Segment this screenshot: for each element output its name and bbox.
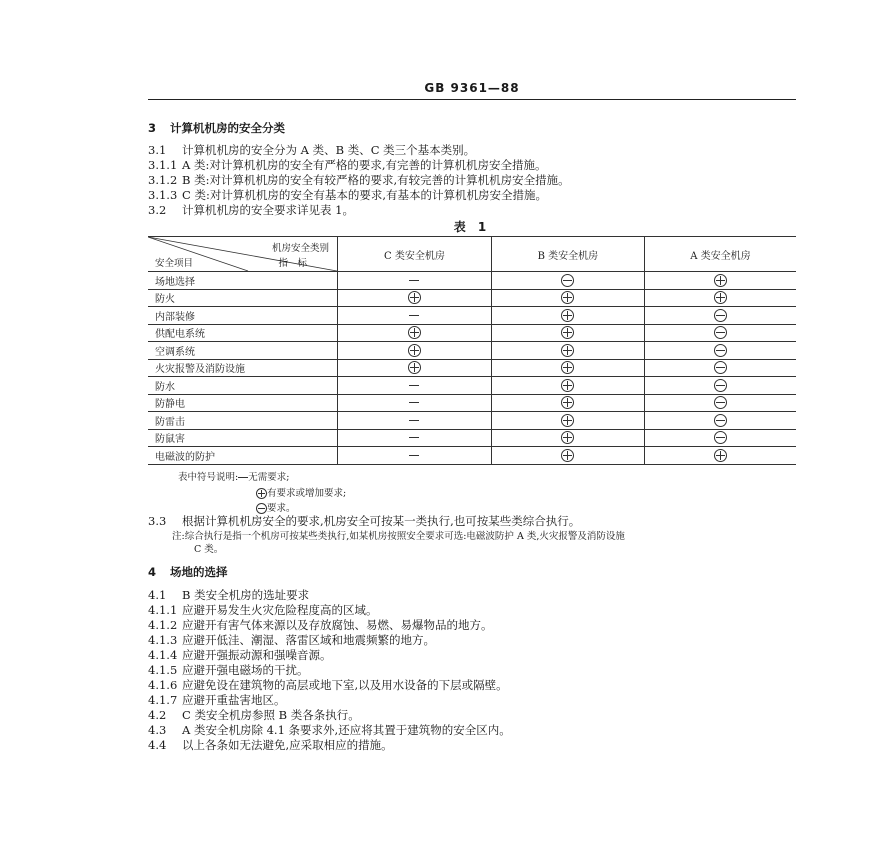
clause-4-1-7 <box>148 693 286 707</box>
circled-plus-icon <box>714 291 727 304</box>
dash-icon <box>409 402 419 403</box>
clause-text: 应避开重盐害地区。 <box>182 693 286 707</box>
requirement-cell <box>644 377 796 395</box>
clause-text: 以上各条如无法避免,应采取相应的措施。 <box>182 738 393 752</box>
requirement-cell <box>338 447 492 465</box>
row-item-label: 防静电 <box>148 394 338 412</box>
clause-4-3 <box>148 723 511 737</box>
clause-number: 4.1.3 <box>148 633 178 647</box>
clause-4-4 <box>148 738 393 752</box>
clause-number: 3.3 <box>148 514 167 528</box>
clause-text: 计算机机房的安全要求详见表 1。 <box>182 203 354 217</box>
clause-text: B 类安全机房的选址要求 <box>182 588 310 602</box>
circled-minus-icon <box>714 414 727 427</box>
clause-4-2 <box>148 708 360 722</box>
clause-3-1-2 <box>148 173 570 187</box>
requirement-cell <box>338 324 492 342</box>
clause-number: 3.1.3 <box>148 188 178 202</box>
table-title: 表 1 <box>453 220 491 234</box>
circled-plus-icon <box>408 344 421 357</box>
table-row <box>148 289 796 307</box>
table-body <box>148 272 796 465</box>
section-title: 场地的选择 <box>170 565 228 579</box>
circled-plus-icon <box>561 344 574 357</box>
note-line-2: C 类。 <box>194 544 224 555</box>
requirement-cell <box>491 447 644 465</box>
table-row <box>148 377 796 395</box>
requirement-cell <box>491 272 644 290</box>
requirement-cell <box>491 377 644 395</box>
requirement-cell <box>644 394 796 412</box>
clause-number: 3.1 <box>148 143 167 157</box>
circled-plus-icon <box>561 396 574 409</box>
row-item-label: 场地选择 <box>148 272 338 290</box>
clause-number: 4.1 <box>148 588 167 602</box>
legend-intro: 表中符号说明: <box>178 472 239 483</box>
clause-3-3 <box>148 514 580 528</box>
circled-minus-icon <box>714 326 727 339</box>
circled-plus-icon <box>256 488 267 499</box>
circled-minus-icon <box>714 396 727 409</box>
circled-minus-icon <box>714 309 727 322</box>
clause-text: C 类安全机房参照 B 类各条执行。 <box>182 708 360 722</box>
column-header-b: B 类安全机房 <box>491 237 644 272</box>
clause-number: 4.1.4 <box>148 648 178 662</box>
standard-number: GB 9361—88 <box>424 81 520 95</box>
requirement-cell <box>491 342 644 360</box>
clause-number: 4.2 <box>148 708 167 722</box>
clause-number: 4.1.1 <box>148 603 178 617</box>
column-header-a: A 类安全机房 <box>644 237 796 272</box>
requirement-cell <box>338 289 492 307</box>
requirement-cell <box>338 359 492 377</box>
clause-text: 根据计算机机房安全的要求,机房安全可按某一类执行,也可按某些类综合执行。 <box>182 514 581 528</box>
clause-3-1-1 <box>148 158 547 172</box>
circled-minus-icon <box>256 503 267 514</box>
row-item-label: 内部装修 <box>148 307 338 325</box>
requirement-cell <box>338 412 492 430</box>
circled-plus-icon <box>561 449 574 462</box>
table-row <box>148 412 796 430</box>
requirement-cell <box>644 289 796 307</box>
row-item-label: 防鼠害 <box>148 429 338 447</box>
circled-minus-icon <box>714 361 727 374</box>
legend-minus-text: 要求。 <box>267 503 296 514</box>
clause-text: 应避免设在建筑物的高层或地下室,以及用水设备的下层或隔壁。 <box>182 678 508 692</box>
column-header-c: C 类安全机房 <box>338 237 492 272</box>
section-number: 3 <box>148 121 157 135</box>
circled-plus-icon <box>408 326 421 339</box>
table-row <box>148 342 796 360</box>
diag-label-category: 机房安全类别 <box>271 243 329 254</box>
requirement-cell <box>491 324 644 342</box>
clause-number: 4.1.7 <box>148 693 178 707</box>
row-item-label: 防水 <box>148 377 338 395</box>
table-row <box>148 307 796 325</box>
circled-plus-icon <box>561 379 574 392</box>
circled-plus-icon <box>561 309 574 322</box>
clause-number: 3.2 <box>148 203 167 217</box>
row-item-label: 防火 <box>148 289 338 307</box>
row-item-label: 火灾报警及消防设施 <box>148 359 338 377</box>
requirement-cell <box>644 447 796 465</box>
circled-plus-icon <box>408 291 421 304</box>
requirement-cell <box>491 359 644 377</box>
requirement-cell <box>491 429 644 447</box>
clause-text: 应避开强电磁场的干扰。 <box>182 663 309 677</box>
diag-label-indicator: 指 标 <box>278 258 307 269</box>
legend-none-text: 无需要求; <box>248 472 290 483</box>
dash-icon <box>409 385 419 386</box>
requirement-cell <box>644 342 796 360</box>
table-row <box>148 324 796 342</box>
clause-3-1-3 <box>148 188 547 202</box>
requirement-cell <box>491 412 644 430</box>
dash-icon <box>409 315 419 316</box>
circled-plus-icon <box>561 326 574 339</box>
circled-minus-icon <box>714 431 727 444</box>
clause-3-1 <box>148 143 475 157</box>
requirement-cell <box>644 307 796 325</box>
circled-plus-icon <box>714 449 727 462</box>
requirement-cell <box>644 324 796 342</box>
circled-plus-icon <box>561 361 574 374</box>
section-4-heading <box>148 565 228 579</box>
clause-number: 4.1.2 <box>148 618 178 632</box>
legend-plus <box>256 485 346 499</box>
requirement-cell <box>644 412 796 430</box>
clause-number: 4.1.6 <box>148 678 178 692</box>
dash-icon <box>409 280 419 281</box>
section-number: 4 <box>148 565 157 579</box>
clause-text: 计算机机房的安全分为 A 类、B 类、C 类三个基本类别。 <box>182 143 476 157</box>
clause-text: 应避开有害气体来源以及存放腐蚀、易燃、易爆物品的地方。 <box>182 618 493 632</box>
clause-text: 应避开强振动源和强噪音源。 <box>182 648 332 662</box>
circled-plus-icon <box>561 291 574 304</box>
dash-icon <box>409 437 419 438</box>
clause-text: 应避开低洼、潮湿、落雷区域和地震频繁的地方。 <box>182 633 435 647</box>
clause-number: 3.1.1 <box>148 158 178 172</box>
clause-number: 3.1.2 <box>148 173 178 187</box>
clause-text: A 类:对计算机机房的安全有严格的要求,有完善的计算机机房安全措施。 <box>182 158 547 172</box>
requirement-cell <box>491 394 644 412</box>
diagonal-header-cell <box>148 237 338 272</box>
legend-minus <box>256 500 296 514</box>
table-row <box>148 447 796 465</box>
clause-text: C 类:对计算机机房的安全有基本的要求,有基本的计算机机房安全措施。 <box>182 188 547 202</box>
security-requirements-table <box>148 236 796 465</box>
table-row <box>148 359 796 377</box>
table-row <box>148 429 796 447</box>
row-item-label: 空调系统 <box>148 342 338 360</box>
dash-icon <box>409 455 419 456</box>
clause-text: A 类安全机房除 4.1 条要求外,还应将其置于建筑物的安全区内。 <box>182 723 511 737</box>
clause-3-2 <box>148 203 354 217</box>
requirement-cell <box>338 429 492 447</box>
dash-icon <box>409 420 419 421</box>
clause-4-1-4 <box>148 648 332 662</box>
dash-icon <box>238 477 248 478</box>
note-line-1: 注:综合执行是指一个机房可按某些类执行,如某机房按照安全要求可选:电磁波防护 A 类,火灾报警及消防设施 <box>172 531 625 542</box>
requirement-cell <box>644 359 796 377</box>
circled-plus-icon <box>561 414 574 427</box>
legend-plus-text: 有要求或增加要求; <box>267 488 347 499</box>
legend-none <box>178 469 289 483</box>
clause-4-1-3 <box>148 633 435 647</box>
section-3-heading <box>148 121 285 135</box>
header-rule <box>148 99 796 100</box>
circled-plus-icon <box>408 361 421 374</box>
row-item-label: 电磁波的防护 <box>148 447 338 465</box>
clause-text: B 类:对计算机机房的安全有较严格的要求,有较完善的计算机机房安全措施。 <box>182 173 570 187</box>
clause-4-1-1 <box>148 603 378 617</box>
requirement-cell <box>338 377 492 395</box>
row-item-label: 防雷击 <box>148 412 338 430</box>
circled-plus-icon <box>714 274 727 287</box>
table-row <box>148 394 796 412</box>
circled-minus-icon <box>714 344 727 357</box>
section-title: 计算机机房的安全分类 <box>170 121 285 135</box>
row-item-label: 供配电系统 <box>148 324 338 342</box>
requirement-cell <box>338 272 492 290</box>
requirement-cell <box>644 429 796 447</box>
requirement-cell <box>644 272 796 290</box>
clause-number: 4.3 <box>148 723 167 737</box>
clause-4-1-5 <box>148 663 309 677</box>
requirement-cell <box>338 307 492 325</box>
circled-minus-icon <box>714 379 727 392</box>
clause-number: 4.4 <box>148 738 167 752</box>
clause-4-1 <box>148 588 309 602</box>
table-header-row <box>148 237 796 272</box>
requirement-cell <box>338 342 492 360</box>
circled-minus-icon <box>561 274 574 287</box>
diag-label-item: 安全项目 <box>155 258 194 269</box>
requirement-cell <box>338 394 492 412</box>
clause-number: 4.1.5 <box>148 663 178 677</box>
clause-text: 应避开易发生火灾危险程度高的区域。 <box>182 603 378 617</box>
clause-4-1-2 <box>148 618 493 632</box>
requirement-cell <box>491 289 644 307</box>
table-row <box>148 272 796 290</box>
clause-4-1-6 <box>148 678 508 692</box>
circled-plus-icon <box>561 431 574 444</box>
requirement-cell <box>491 307 644 325</box>
